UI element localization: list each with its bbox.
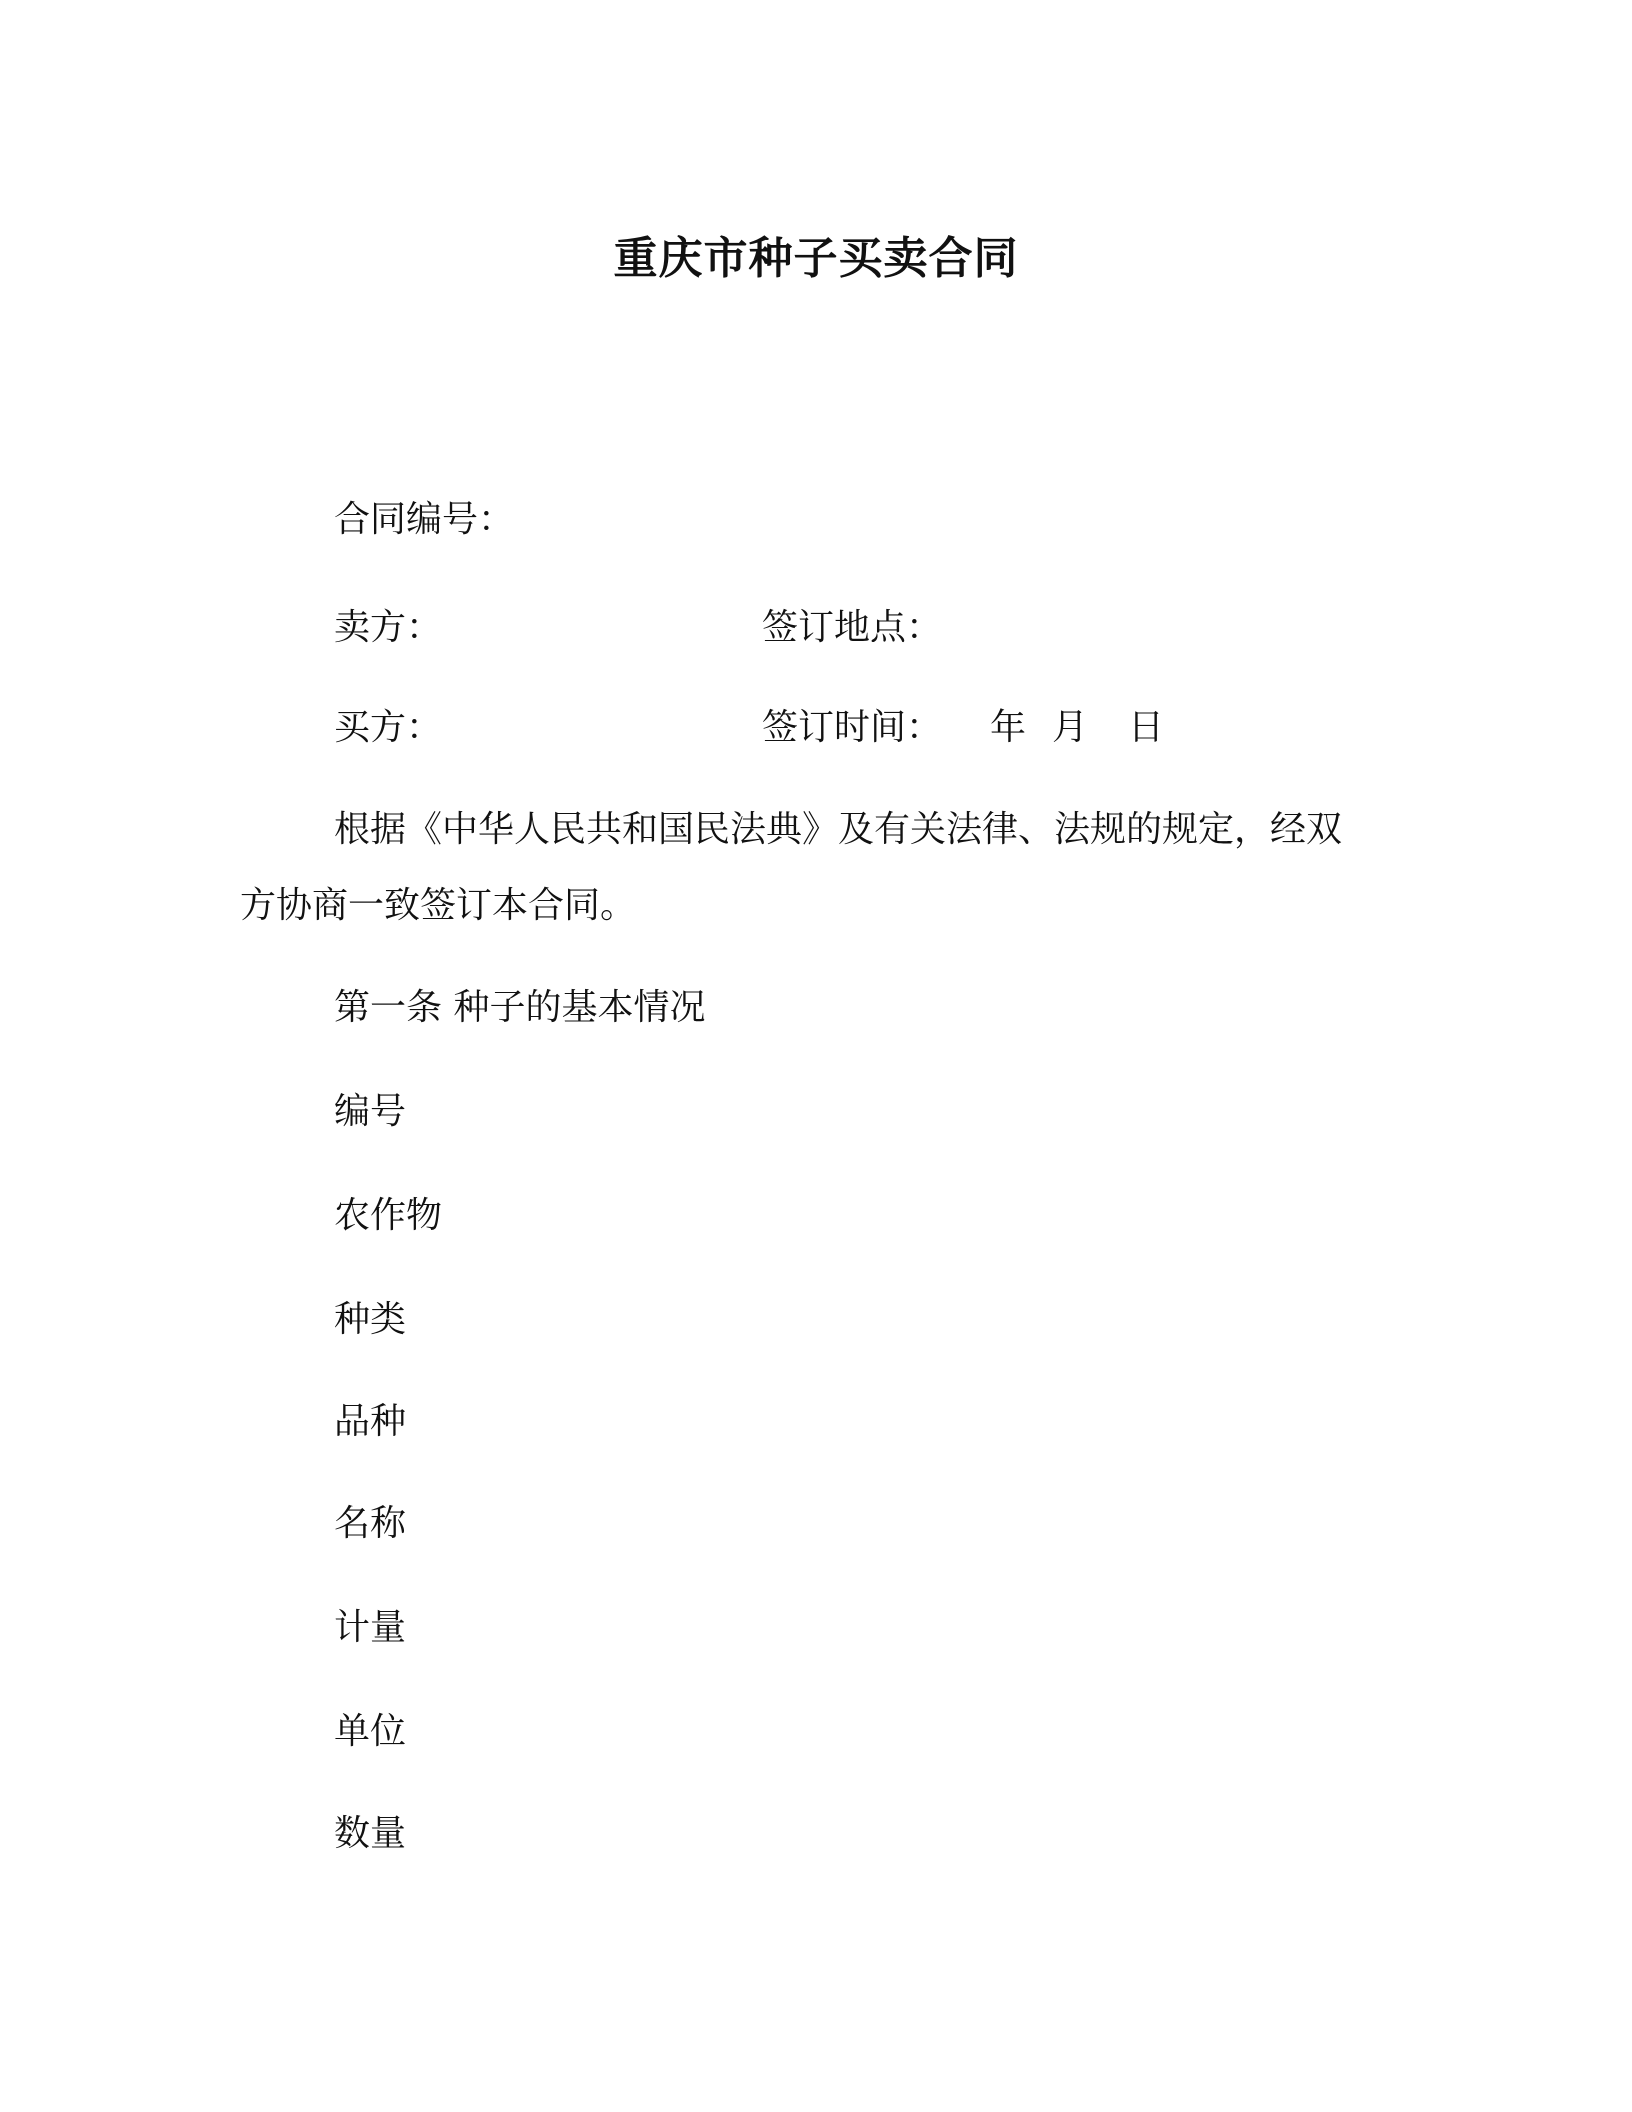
date-day-label: 日 — [1128, 707, 1165, 748]
field-label: 农作物 — [334, 1195, 443, 1236]
article-1-heading: 第一条 种子的基本情况 — [334, 987, 706, 1028]
signing-time-label: 签订时间： — [762, 707, 943, 748]
field-label: 种类 — [334, 1299, 407, 1340]
field-label: 品种 — [334, 1401, 407, 1442]
field-label: 名称 — [334, 1503, 407, 1544]
seller-label: 卖方： — [334, 607, 443, 648]
date-month-label: 月 — [1052, 707, 1089, 748]
preamble-line-2: 方协商一致签订本合同。 — [240, 885, 637, 926]
field-label: 编号 — [334, 1091, 407, 1132]
contract-number-label: 合同编号： — [334, 499, 515, 540]
field-label: 单位 — [334, 1711, 407, 1752]
date-year-label: 年 — [990, 707, 1027, 748]
document-title: 重庆市种子买卖合同 — [613, 233, 1019, 284]
buyer-label: 买方： — [334, 707, 443, 748]
signing-place-label: 签订地点： — [762, 607, 943, 648]
signing-date — [990, 707, 1165, 748]
preamble-line-1: 根据《中华人民共和国民法典》及有关法律、法规的规定，经双 — [334, 809, 1343, 850]
field-label: 计量 — [334, 1607, 407, 1648]
field-label: 数量 — [334, 1813, 407, 1854]
